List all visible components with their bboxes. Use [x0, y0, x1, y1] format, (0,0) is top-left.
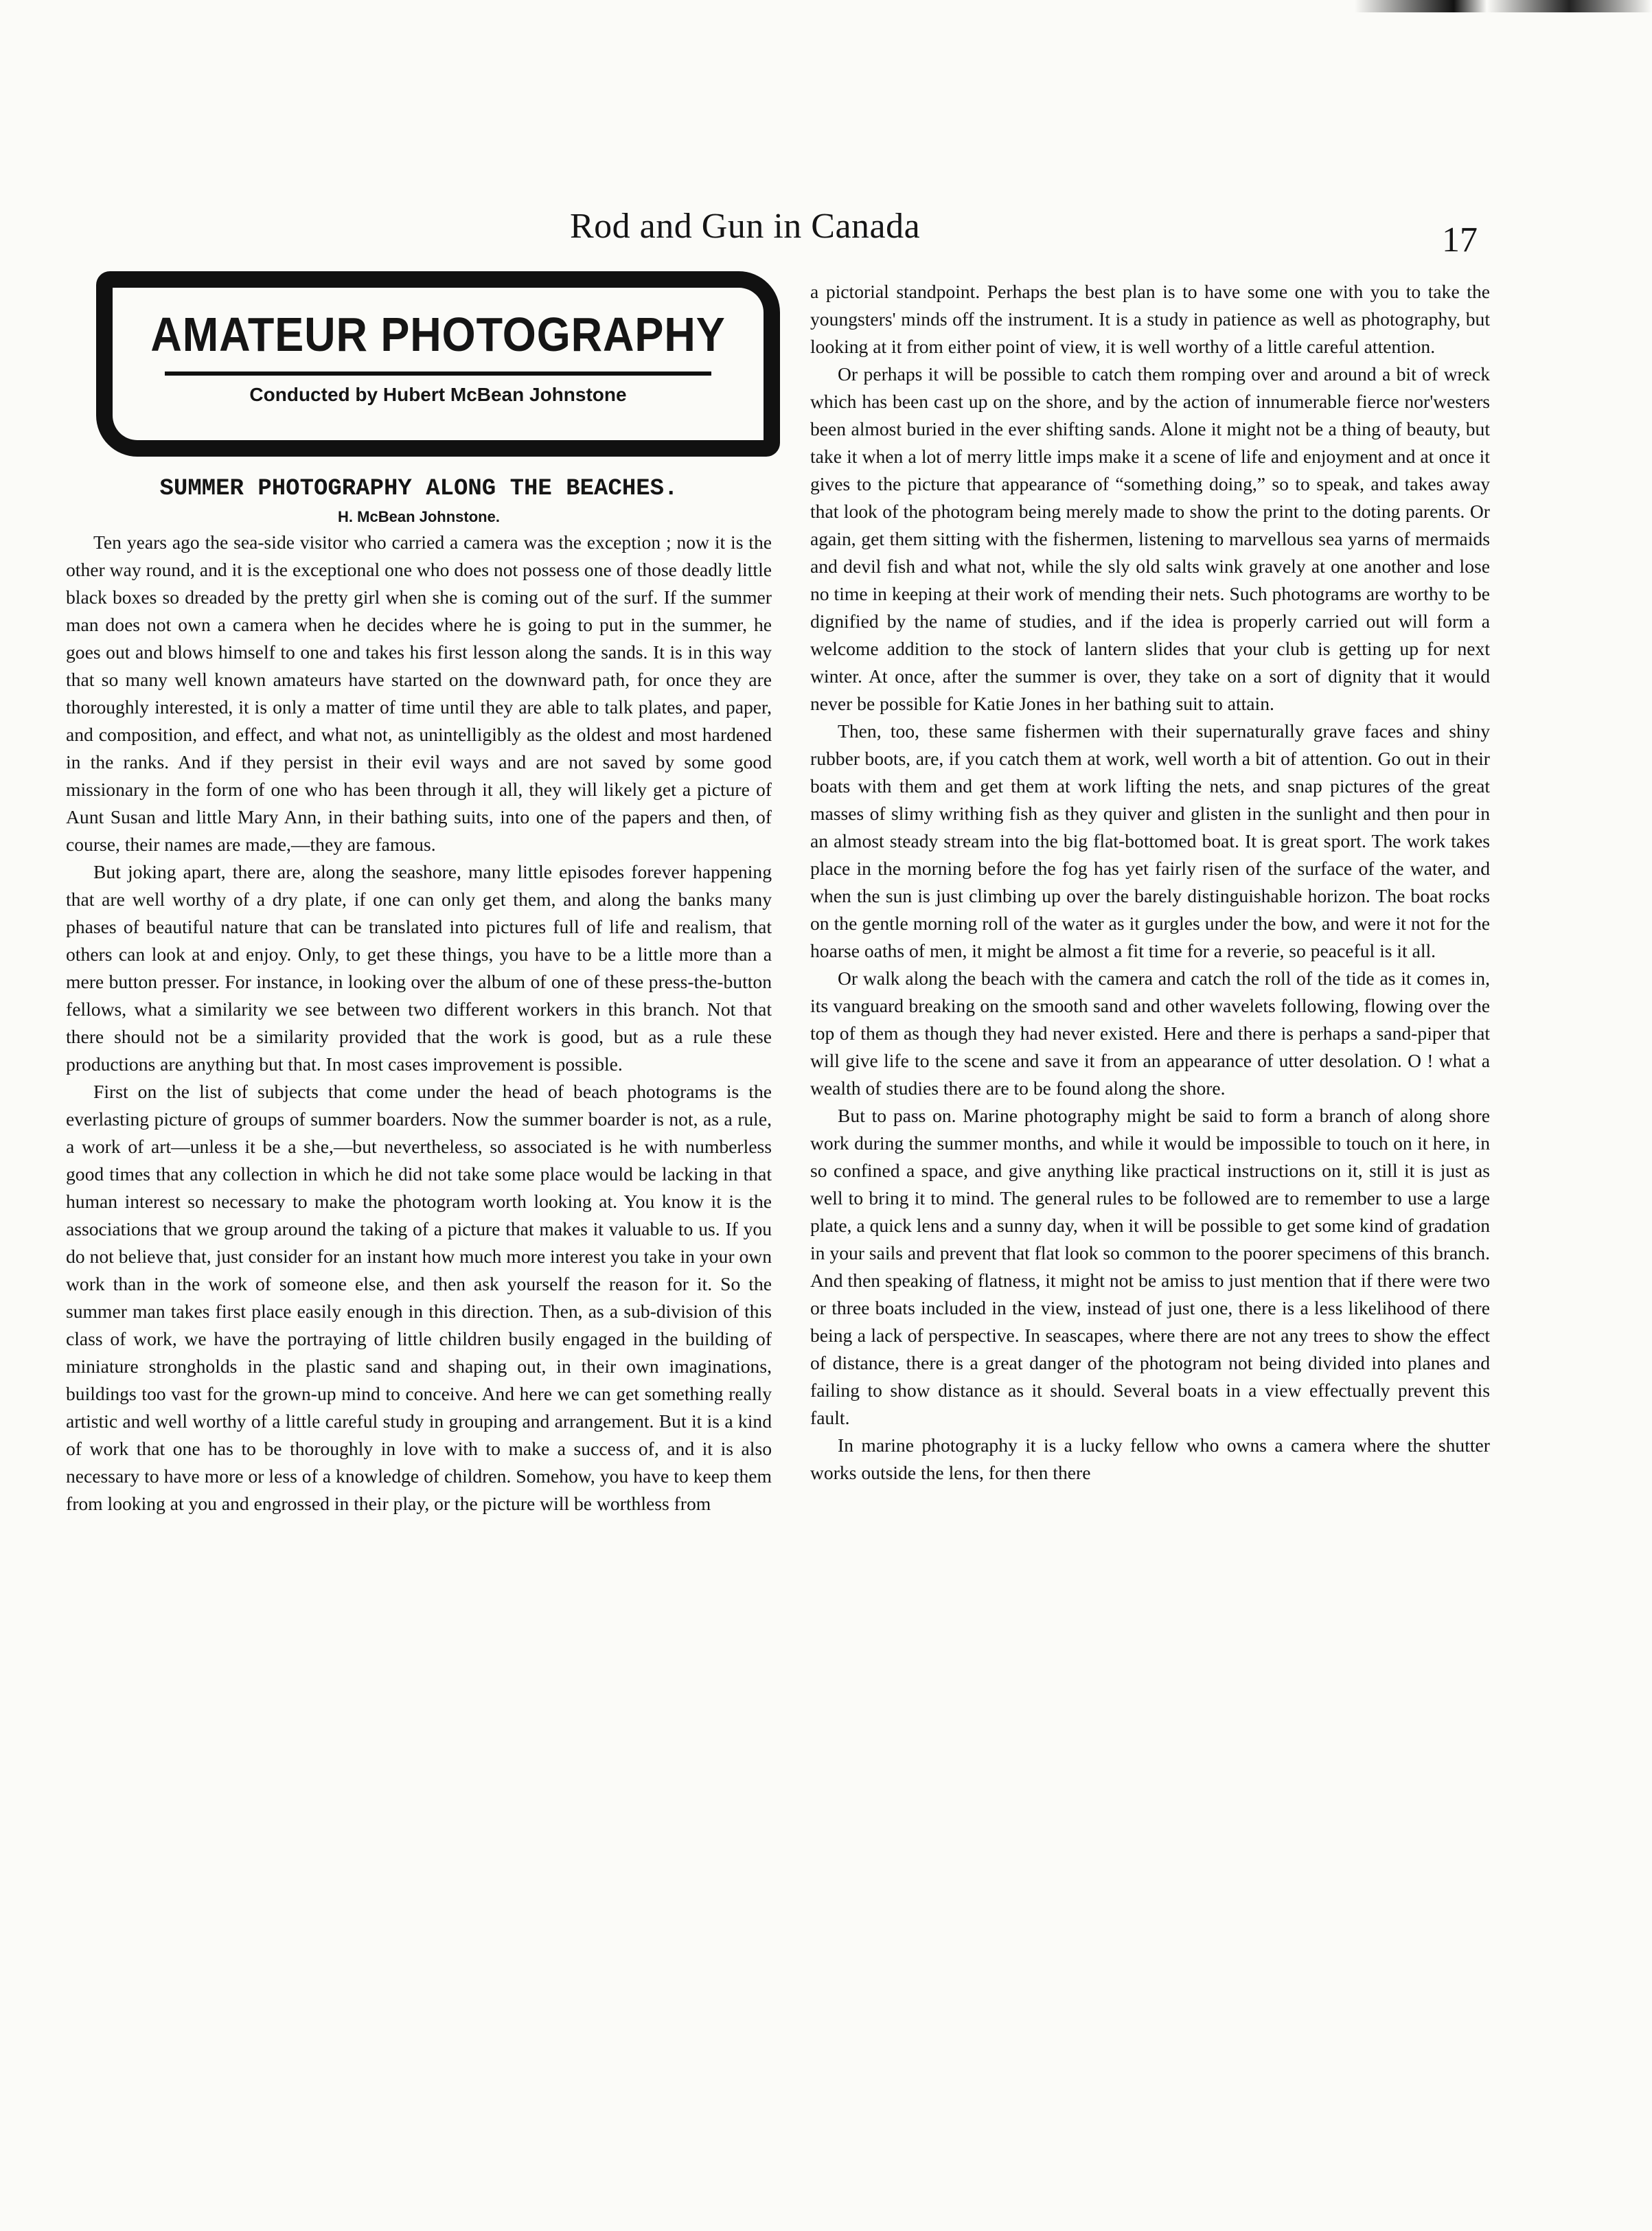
paragraph: Ten years ago the sea-side visitor who carried a camera was the exception ; now it is the other way round, and it is the exceptional one who does not possess one of those deadly little black boxes so dreaded by the pretty girl when she is coming out of the surf. If the summer man does not own a camera when he decides where he is going to put in the summer, he goes out and blows himself to one and takes his first lesson along the sands. It is in this way that so many well known amateurs have started on the downward path, for once they are thoroughly interested, it is only a matter of time until they are able to talk plates, and paper, and composition, and effect, and what not, as unintelligibly as the oldest and most hardened in the ranks. And if they persist in their evil ways and are not saved by some good missionary in the form of one who has been through it all, they will likely get a picture of Aunt Susan and little Mary Ann, in their bathing suits, into one of the papers and then, of course, their names are made,—they are famous.	[66, 531, 772, 855]
article-byline: H. McBean Johnstone.	[338, 508, 500, 525]
scan-edge-artifact	[0, 0, 1652, 12]
paragraph-continued: a pictorial standpoint. Perhaps the best plan is to have some one with you to take the youngsters' minds off the instrument. It is a study in patience as well as photography, but looking at it from either point of view, it is well worthy of a little careful attention.	[810, 281, 1490, 357]
masthead-subtitle: Conducted by Hubert McBean Johnstone	[249, 384, 627, 405]
paragraph: Or perhaps it will be possible to catch them romping over and around a bit of wreck which has been cast up on the shore, and by the action of innumerable fierce nor'westers been almost buried in the ever shifting sands. Alone it might not be a thing of beauty, but take it when a lot of merry little imps make it a scene of life and enjoyment and at once it gives to the picture that appearance of “something doing,” so to speak, and takes away that look of the photogram being merely made to show the print to the doting parents. Or again, get them sitting with the fishermen, listening to marvellous sea yarns of mermaids and devil fish and what not, while the sly old salts wink gravely at one another and lose no time in keeping at their work of mending their nets. Such photograms are worthy to be dignified by the name of studies, and if the idea is properly carried out will form a welcome addition to the stock of lantern slides that your club is getting up for next winter. At once, after the summer is over, they take on a sort of dignity that it would never be possible for Katie Jones in her bathing suit to attain.	[810, 363, 1490, 714]
paragraph: In marine photography it is a lucky fellow who owns a camera where the shutter works outside the lens, for then there	[810, 1434, 1490, 1483]
running-header: Rod and Gun in Canada	[570, 207, 921, 246]
column-masthead	[96, 271, 780, 457]
article-title: SUMMER PHOTOGRAPHY ALONG THE BEACHES.	[159, 476, 678, 502]
page-number: 17	[1442, 220, 1478, 260]
paragraph: First on the list of subjects that come under the head of beach photograms is the everlasting picture of groups of summer boarders. Now the summer boarder is not, as a rule, a work of art—unless it be a she,—but nevertheless, so associated is he with numberless good times that any collection in which he did not take some place would be lacking in that human interest so necessary to make the photogram worth looking at. You know it is the associations that we group around the taking of a picture that makes it valuable to us. If you do not believe that, just consider for an instant how much more interest you take in your own work than in the work of someone else, and then ask yourself the reason for it. So the summer man takes first place easily enough in this direction. Then, as a sub-division of this class of work, we have the portraying of little children busily engaged in the building of miniature strongholds in the plastic sand and shaping out, in their own imaginations, buildings too vast for the grown-up mind to conceive. And here we can get something really artistic and well worthy of a little careful study in grouping and arrangement. But it is a kind of work that one has to be thoroughly in love with to make a success of, and it is also necessary to have more or less of a knowledge of children. Somehow, you have to keep them from looking at you and engrossed in their play, or the picture will be worthless from	[66, 1081, 772, 1514]
left-column	[66, 474, 772, 1518]
paragraph: But joking apart, there are, along the seashore, many little episodes forever happening that are well worthy of a dry plate, if one can only get them, and along the banks many phases of beautiful nature that can be translated into pictures full of life and realism, that others can look at and enjoy. Only, to get these things, you have to be a little more than a mere button presser. For instance, in looking over the album of one of these press-the-button fellows, what a similarity we see between two different workers in this branch. Not that there should not be a similarity provided that the work is good, but as a rule these productions are anything but that. In most cases improvement is possible.	[66, 861, 772, 1075]
paragraph: But to pass on. Marine photography might be said to form a branch of along shore work during the summer months, and while it would be impossible to touch on it here, in so confined a space, and give anything like practical instructions on it, still it is just as well to bring it to mind. The general rules to be followed are to remember to use a large plate, a quick lens and a sunny day, when it will be possible to get some kind of gradation in your sails and prevent that flat look so common to the poorer specimens of this branch. And then speaking of flatness, it might not be amiss to just mention that if there were two or three boats included in the view, instead of just one, there is a less likelihood of there being a lack of perspective. In seascapes, where there are not any trees to show the effect of distance, there is a great danger of the photogram not being divided into planes and failing to show distance as it should. Several boats in a view effectually prevent this fault.	[810, 1105, 1490, 1428]
masthead-title: AMATEUR PHOTOGRAPHY	[150, 308, 726, 361]
paragraph: Then, too, these same fishermen with their supernaturally grave faces and shiny rubber boots, are, if you catch them at work, well worth a bit of attention. Go out in their boats with them and get them at work lifting the nets, and snap pictures of the great masses of slimy writhing fish as they quiver and glisten in the sunlight and then pour in an almost steady stream into the big flat-bottomed boat. It is great sport. The work takes place in the morning before the fog has yet fairly risen of the surface of the water, and when the sun is just climbing up over the barely distinguishable horizon. The boat rocks on the gentle morning roll of the water as it gurgles under the bow, and were it not for the hoarse oaths of men, it might be almost a fit time for a reverie, so peaceful is it all.	[810, 720, 1490, 961]
paragraph: Or walk along the beach with the camera and catch the roll of the tide as it comes in, its vanguard breaking on the smooth sand and other wavelets following, flowing over the top of them as though they had never existed. Here and there is perhaps a sand-piper that will give life to the scene and save it from an appearance of utter desolation. O ! what a wealth of studies there are to be found along the shore.	[810, 968, 1490, 1099]
right-column	[810, 278, 1490, 1487]
masthead-rule	[165, 371, 711, 376]
